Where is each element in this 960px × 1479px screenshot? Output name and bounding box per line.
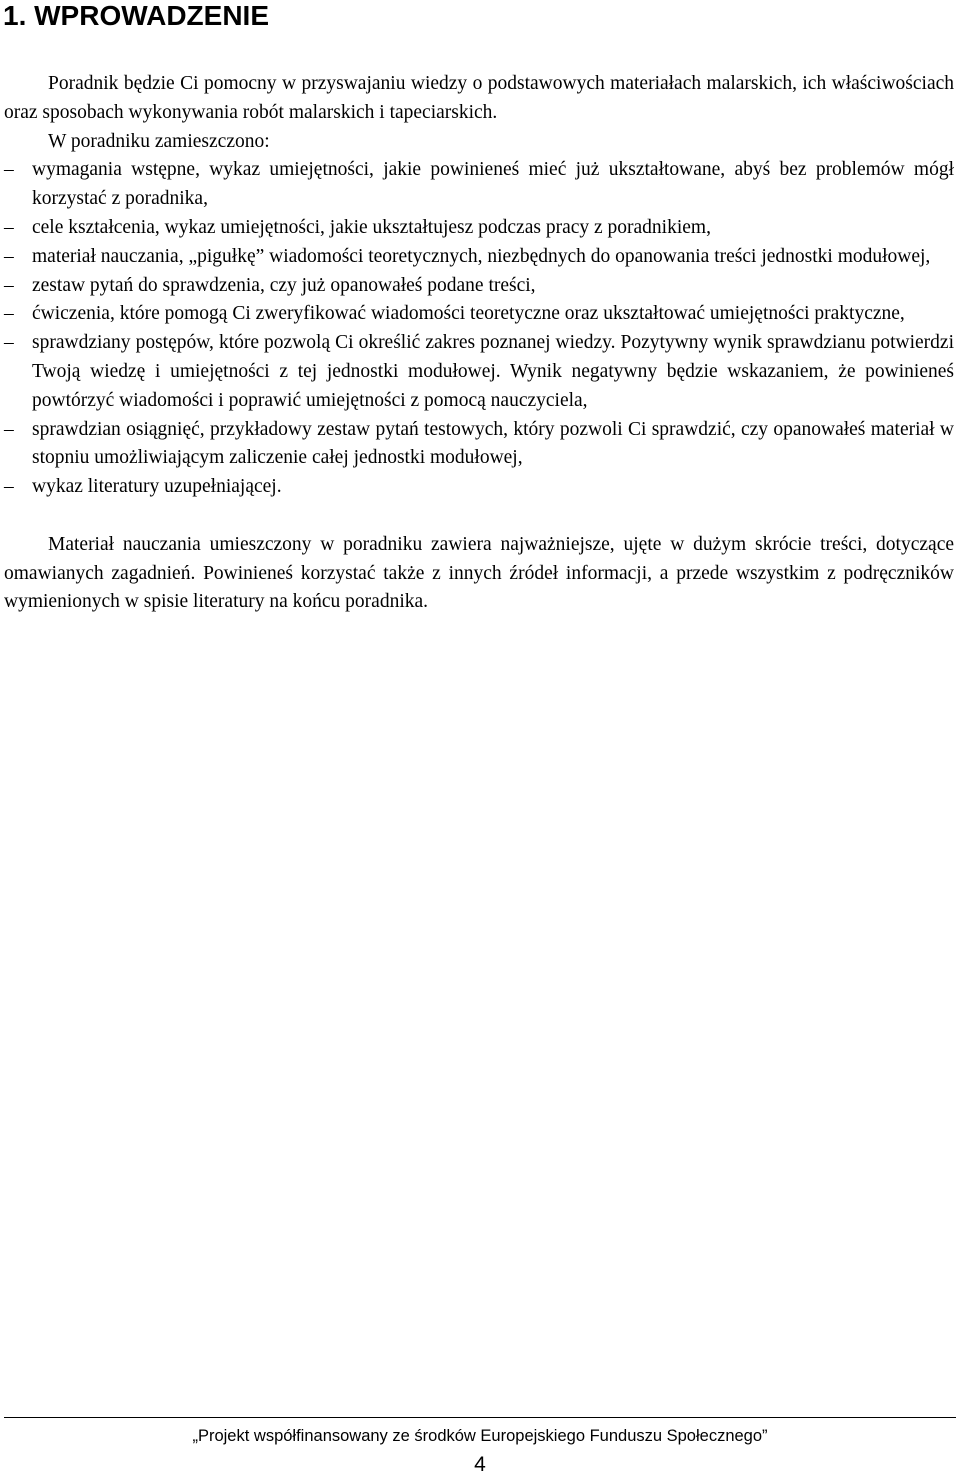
dash-bullet-icon: – [4,303,14,325]
dash-bullet-icon: – [4,418,14,440]
section-heading: 1. WPROWADZENIE [3,0,270,31]
list-item-text: ćwiczenia, które pomogą Ci zweryfikować wiadomości teoretyczne oraz ukształtować umiejętności praktyczne, [32,303,905,325]
list-item [4,272,954,301]
list-item-text: sprawdziany postępów, które pozwolą Ci określić zakres poznanej wiedzy. Pozytywny wynik sprawdzianu potwierdzi Twoją wiedzę i umiejętności z tej jednostki modułowej. Wynik negatywny będzie wskazaniem, że powinieneś powtórzyć wiadomości i poprawić umiejętności z pomocą nauczyciela, [32,332,954,411]
list-item [4,214,954,243]
intro-paragraph: Poradnik będzie Ci pomocny w przyswajaniu wiedzy o podstawowych materiałach malarskich, ich właściwościach oraz sposobach wykonywania robót malarskich i tapeciarskich. [4,73,954,123]
list-item [4,329,954,415]
list-item [4,416,954,474]
list-item [4,156,954,214]
dash-bullet-icon: – [4,159,14,181]
list-item-text: wykaz literatury uzupełniającej. [32,476,282,498]
closing-paragraph: Materiał nauczania umieszczony w poradniku zawiera najważniejsze, ujęte w dużym skrócie treści, dotyczące omawianych zagadnień. Powinieneś korzystać także z innych źródeł informacji, a przede wszystkim z podręczników wymienionych w spisie literatury na końcu poradnika. [4,533,954,613]
list-item-text: cele kształcenia, wykaz umiejętności, jakie ukształtujesz podczas pracy z poradnikiem, [32,216,711,238]
list-item-text: zestaw pytań do sprawdzenia, czy już opanowałeś podane treści, [32,274,536,296]
list-item-text: sprawdzian osiągnięć, przykładowy zestaw pytań testowych, który pozwoli Ci sprawdzić, czy opanowałeś materiał w stopniu umożliwiającym zaliczenie całej jednostki modułowej, [32,418,954,469]
list-item [4,473,954,502]
list-item-text: materiał nauczania, „pigułkę” wiadomości teoretycznych, niezbędnych do opanowania treści jednostki modułowej, [32,245,931,267]
dash-bullet-icon: – [4,245,14,267]
list-item-text: wymagania wstępne, wykaz umiejętności, jakie powinieneś mieć już ukształtowane, abyś bez problemów mógł korzystać z poradnika, [32,159,954,210]
list-item [4,243,954,272]
contents-list [4,156,954,502]
list-item [4,300,954,329]
dash-bullet-icon: – [4,332,14,354]
dash-bullet-icon: – [4,274,14,296]
page-number: 4 [474,1453,486,1476]
list-intro-paragraph: W poradniku zamieszczono: [48,130,270,152]
footer-funding-note: „Projekt współfinansowany ze środków Europejskiego Funduszu Społecznego” [192,1427,768,1445]
dash-bullet-icon: – [4,216,14,238]
dash-bullet-icon: – [4,476,14,498]
footer-divider [4,1417,956,1418]
document-body [4,70,954,617]
